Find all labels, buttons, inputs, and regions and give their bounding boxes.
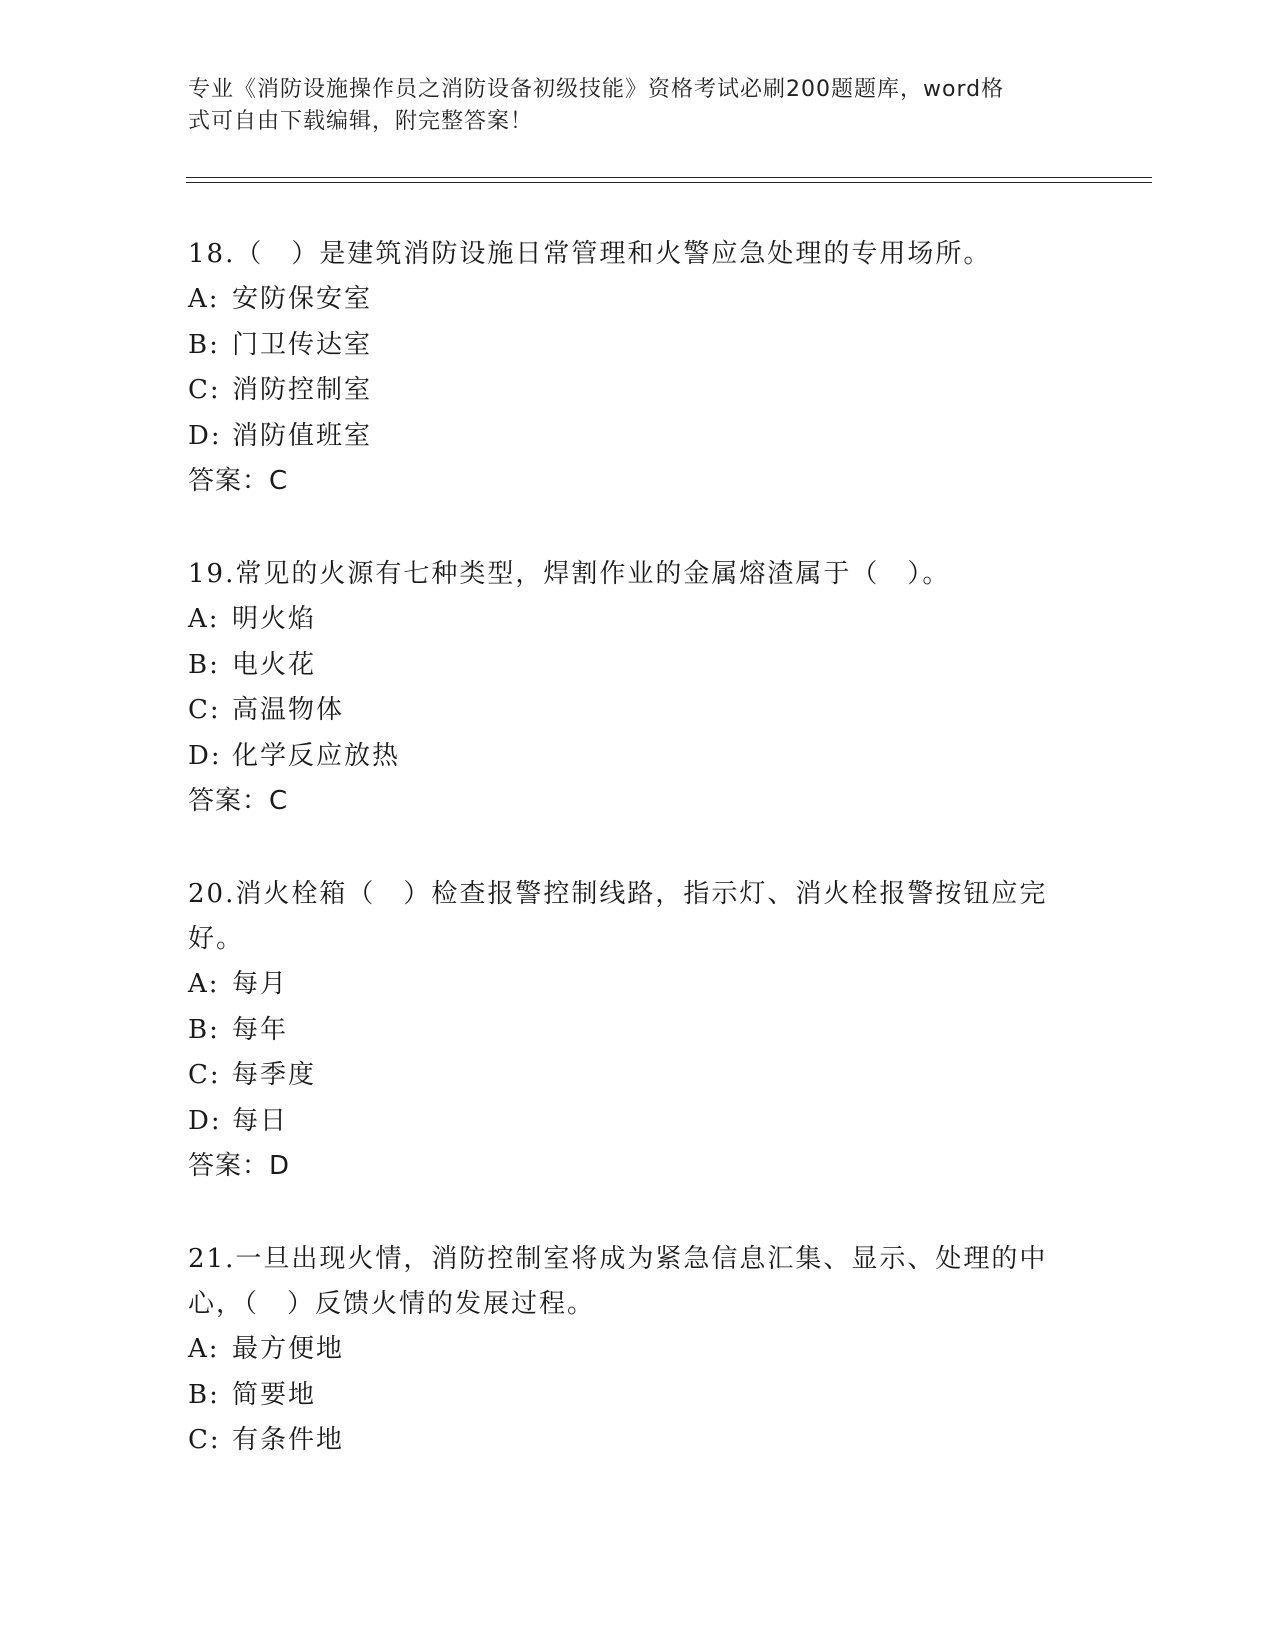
option-a: [188, 277, 1088, 323]
option-text: 每日: [232, 1105, 289, 1136]
question-20: [188, 872, 1088, 1189]
option-text: 化学反应放热: [232, 740, 401, 771]
option-text: 最方便地: [232, 1334, 345, 1364]
option-b: [188, 323, 1088, 369]
option-d: [188, 1099, 1088, 1145]
question-21: [188, 1237, 1088, 1464]
option-text: 每年: [232, 1014, 289, 1045]
option-text: 消防控制室: [232, 375, 373, 405]
option-key: B:: [188, 1014, 220, 1045]
answer-line: 答案：C: [188, 466, 289, 496]
option-text: 安防保安室: [232, 284, 373, 314]
option-a: [188, 962, 1088, 1008]
option-key: C:: [188, 1425, 221, 1455]
option-text: 明火焰: [232, 604, 317, 634]
option-key: D:: [188, 1105, 222, 1136]
header-line-1: 专业《消防设施操作员之消防设备初级技能》资格考试必刷200题题库，word格: [188, 77, 1005, 102]
question-stem: 21.一旦出现火情，消防控制室将成为紧急信息汇集、显示、处理的中心，（ ）反馈火情的发展过程。: [188, 1244, 1048, 1319]
option-c: [188, 688, 1088, 734]
header-divider-bottom: [186, 182, 1152, 183]
option-key: A:: [188, 284, 220, 314]
option-b: [188, 1008, 1088, 1054]
option-text: 电火花: [232, 649, 317, 680]
option-key: A:: [188, 604, 220, 634]
question-stem: 19.常见的火源有七种类型，焊割作业的金属熔渣属于（ ）。: [188, 559, 951, 589]
option-key: C:: [188, 695, 221, 725]
option-key: B:: [188, 649, 220, 680]
question-19: [188, 552, 1088, 824]
option-a: [188, 597, 1088, 643]
option-key: C:: [188, 1060, 221, 1090]
option-a: [188, 1327, 1088, 1373]
option-b: [188, 1373, 1088, 1419]
option-key: D:: [188, 740, 222, 771]
option-key: A:: [188, 1334, 220, 1364]
option-text: 简要地: [232, 1379, 317, 1410]
option-c: [188, 368, 1088, 414]
option-d: [188, 414, 1088, 460]
header-divider-top: [186, 177, 1152, 178]
option-d: [188, 734, 1088, 780]
question-list: [188, 232, 1088, 1512]
option-text: 每季度: [232, 1060, 317, 1090]
option-key: D:: [188, 420, 222, 451]
option-key: C:: [188, 375, 221, 405]
option-c: [188, 1418, 1088, 1464]
document-header: [188, 74, 1068, 138]
answer-line: 答案：C: [188, 786, 289, 816]
option-key: B:: [188, 1379, 220, 1410]
option-key: A:: [188, 969, 220, 999]
question-stem: 20.消火栓箱（ ）检查报警控制线路，指示灯、消火栓报警按钮应完好。: [188, 879, 1048, 954]
option-text: 门卫传达室: [232, 329, 373, 360]
option-c: [188, 1053, 1088, 1099]
option-text: 有条件地: [232, 1425, 345, 1455]
option-text: 高温物体: [232, 695, 345, 725]
option-key: B:: [188, 329, 220, 360]
answer-line: 答案：D: [188, 1151, 291, 1181]
question-18: [188, 232, 1088, 504]
question-stem: 18.（ ）是建筑消防设施日常管理和火警应急处理的专用场所。: [188, 239, 992, 269]
option-b: [188, 643, 1088, 689]
header-line-2: 式可自由下载编辑，附完整答案！: [188, 109, 534, 134]
option-text: 每月: [232, 969, 289, 999]
option-text: 消防值班室: [232, 420, 373, 451]
